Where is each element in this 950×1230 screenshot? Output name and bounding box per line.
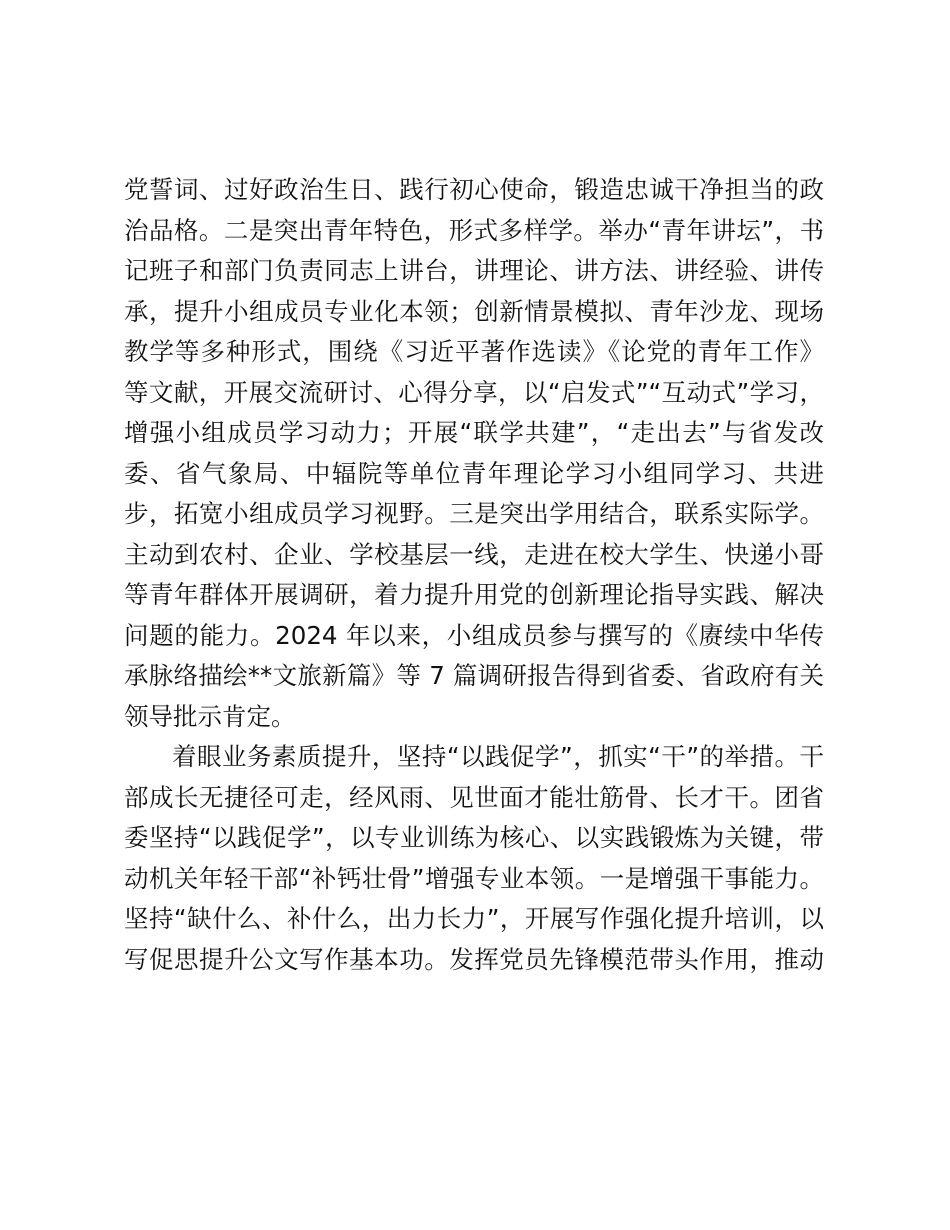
paragraph-start-line: 着眼业务素质提升，坚持“以践促学”，抓实“干”的举措。干 [172, 742, 824, 771]
text-line: 写促思提升公文写作基本功。发挥党员先锋模范带头作用，推动 [124, 944, 824, 974]
text-line: 主动到农村、企业、学校基层一线，走进在校大学生、快递小哥 [124, 539, 824, 569]
text-line: 委坚持“以践促学”，以专业训练为核心、以实践锻炼为关键，带 [124, 823, 824, 852]
text-line: 问题的能力。2024 年以来，小组成员参与撰写的《赓续中华传 [124, 620, 824, 650]
text-line: 坚持“缺什么、补什么，出力长力”，开展写作强化提升培训，以 [124, 904, 824, 933]
text-line: 承，提升小组成员专业化本领；创新情景模拟、青年沙龙、现场 [124, 296, 824, 326]
paragraph-end-line: 领导批示肯定。 [124, 701, 296, 731]
text-line: 承脉络描绘**文旅新篇》等 7 篇调研报告得到省委、省政府有关 [124, 661, 824, 690]
text-line: 等文献，开展交流研讨、心得分享，以“启发式”“互动式”学习， [124, 377, 824, 407]
text-line: 等青年群体开展调研，着力提升用党的创新理论指导实践、解决 [124, 580, 824, 609]
body-text [124, 170, 824, 980]
text-line: 党誓词、过好政治生日、践行初心使命，锻造忠诚干净担当的政 [124, 175, 824, 204]
text-line: 委、省气象局、中辐院等单位青年理论学习小组同学习、共进 [124, 458, 824, 488]
text-line: 增强小组成员学习动力；开展“联学共建”，“走出去”与省发改 [124, 418, 824, 447]
text-line: 教学等多种形式，围绕《习近平著作选读》《论党的青年工作》 [124, 337, 824, 366]
text-line: 记班子和部门负责同志上讲台，讲理论、讲方法、讲经验、讲传 [124, 256, 824, 285]
text-line: 治品格。二是突出青年特色，形式多样学。举办“青年讲坛”，书 [124, 215, 824, 245]
text-line: 步，拓宽小组成员学习视野。三是突出学用结合，联系实际学。 [124, 499, 824, 528]
text-line: 动机关年轻干部“补钙壮骨”增强专业本领。一是增强干事能力。 [124, 863, 824, 893]
text-line: 部成长无捷径可走，经风雨、见世面才能壮筋骨、长才干。团省 [124, 782, 824, 812]
